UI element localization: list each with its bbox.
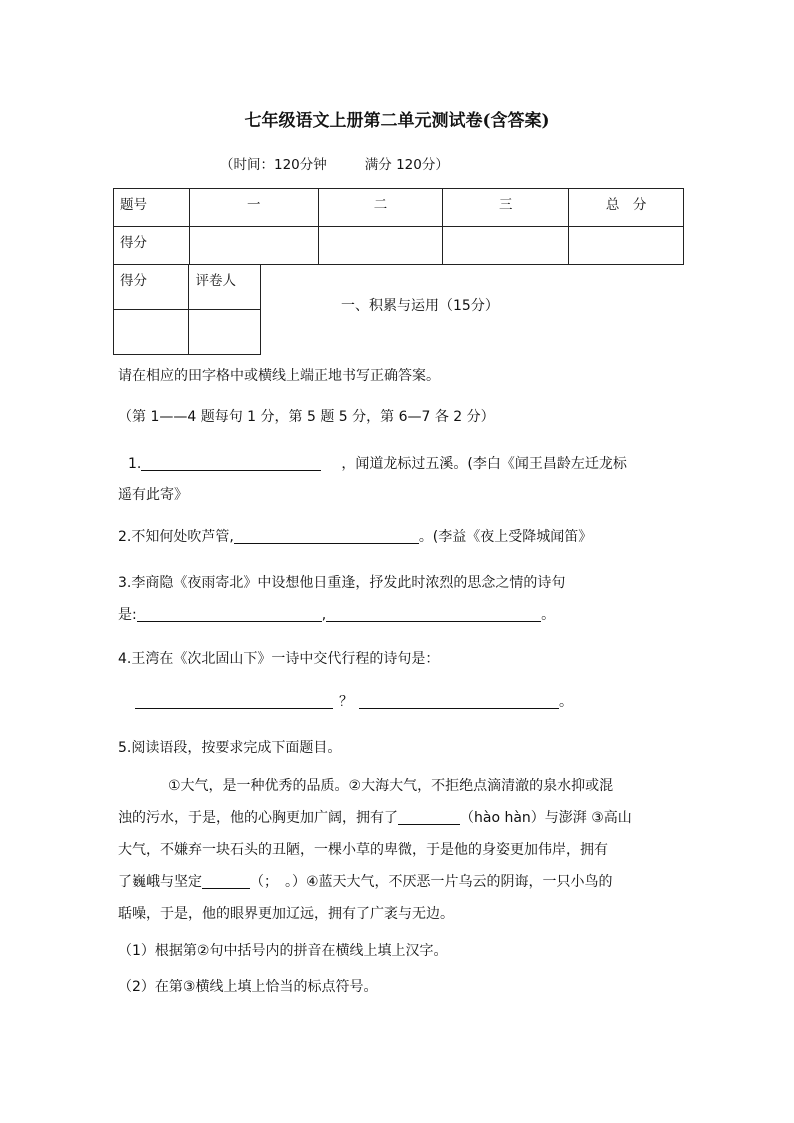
exam-info <box>220 153 449 173</box>
header-part-3: 三 <box>443 189 569 227</box>
grader-table <box>113 264 261 355</box>
scoring-note: （第 1——4 题每句 1 分，第 5 题 5 分，第 6—7 各 2 分） <box>118 409 495 425</box>
score-table-header-row <box>114 189 684 227</box>
q5-subquestion-1: （1）根据第②句中括号内的拼音在横线上填上汉字。 <box>118 943 448 959</box>
q3-answer-line <box>118 604 555 624</box>
section-1-title: 一、积累与运用（15分） <box>341 298 499 314</box>
score-table-score-row <box>114 227 684 265</box>
question-5: 5.阅读语段，按要求完成下面题目。 <box>118 740 342 756</box>
q5-subquestion-2: （2）在第③横线上填上恰当的标点符号。 <box>118 979 378 995</box>
q2-blank[interactable] <box>234 528 419 544</box>
grader-name-cell[interactable] <box>189 310 261 355</box>
q2-text-a: 2.不知何处吹芦管, <box>118 529 234 545</box>
q5-p2-a: 浊的污水，于是，他的心胸更加广阔，拥有了 <box>118 810 398 826</box>
q3-blank-2[interactable] <box>326 606 541 622</box>
q4-blank-1[interactable] <box>135 693 333 709</box>
score-cell-3[interactable] <box>443 227 569 265</box>
q1-text: ，闻道龙标过五溪。(李白《闻王昌龄左迁龙标 <box>341 456 627 472</box>
q4-answer-line <box>135 691 573 711</box>
q3-end: 。 <box>541 607 556 623</box>
q1-number: 1. <box>128 456 142 472</box>
q5-paragraph-line-1: ①大气，是一种优秀的品质。②大海大气，不拒绝点滴清澈的泉水抑或混 <box>168 778 614 794</box>
instruction: 请在相应的田字格中或横线上端正地书写正确答案。 <box>118 368 440 384</box>
score-cell-total[interactable] <box>569 227 684 265</box>
question-4: 4.王湾在《次北固山下》一诗中交代行程的诗句是： <box>118 651 440 667</box>
question-1 <box>128 453 627 473</box>
q5-p4-a: 了巍峨与坚定 <box>118 874 202 890</box>
q3-blank-1[interactable] <box>137 606 322 622</box>
q5-paragraph-line-5: 聒噪，于是，他的眼界更加辽远，拥有了广袤与无边。 <box>118 906 454 922</box>
full-score: 满分 120分） <box>364 157 449 173</box>
q5-paragraph-line-4 <box>118 871 613 891</box>
header-part-2: 二 <box>318 189 443 227</box>
question-2 <box>118 526 592 546</box>
q5-blank-haohan[interactable] <box>398 809 460 825</box>
grader-score-cell[interactable] <box>114 310 189 355</box>
q1-blank[interactable] <box>141 455 321 471</box>
score-cell-1[interactable] <box>189 227 318 265</box>
q4-qmark: ？ <box>339 694 353 710</box>
q5-p2-b: （hào hàn）与澎湃 <box>460 810 587 826</box>
question-3: 3.李商隐《夜雨寄北》中设想他日重逢，抒发此时浓烈的思念之情的诗句 <box>118 575 566 591</box>
q4-blank-2[interactable] <box>359 693 559 709</box>
q5-p2-c: ③高山 <box>586 810 632 826</box>
row-score-label: 得分 <box>114 227 190 265</box>
score-cell-2[interactable] <box>318 227 443 265</box>
header-total: 总 分 <box>569 189 684 227</box>
time-limit: （时间：120分钟 <box>220 157 327 173</box>
header-part-1: 一 <box>189 189 318 227</box>
q4-end: 。 <box>559 694 573 710</box>
q5-p4-b: （； 。）④蓝天大气，不厌恶一片乌云的阴诲，一只小鸟的 <box>250 874 613 890</box>
q3-comma: , <box>321 607 327 623</box>
q5-blank-punct[interactable] <box>202 873 250 889</box>
q1-text-cont: 遥有此寄》 <box>118 487 188 503</box>
q3-label: 是: <box>118 607 137 623</box>
header-question-number: 题号 <box>114 189 190 227</box>
page-title: 七年级语文上册第二单元测试卷(含答案) <box>244 111 550 131</box>
grader-label: 评卷人 <box>189 265 261 310</box>
q2-text-b: 。(李益《夜上受降城闻笛》 <box>418 529 593 545</box>
score-table <box>113 188 684 265</box>
q5-paragraph-line-2 <box>118 807 632 827</box>
grader-score-label: 得分 <box>114 265 189 310</box>
q5-paragraph-line-3: 大气，不嫌弃一块石头的丑陋，一棵小草的卑微，于是他的身姿更加伟岸，拥有 <box>118 842 608 858</box>
